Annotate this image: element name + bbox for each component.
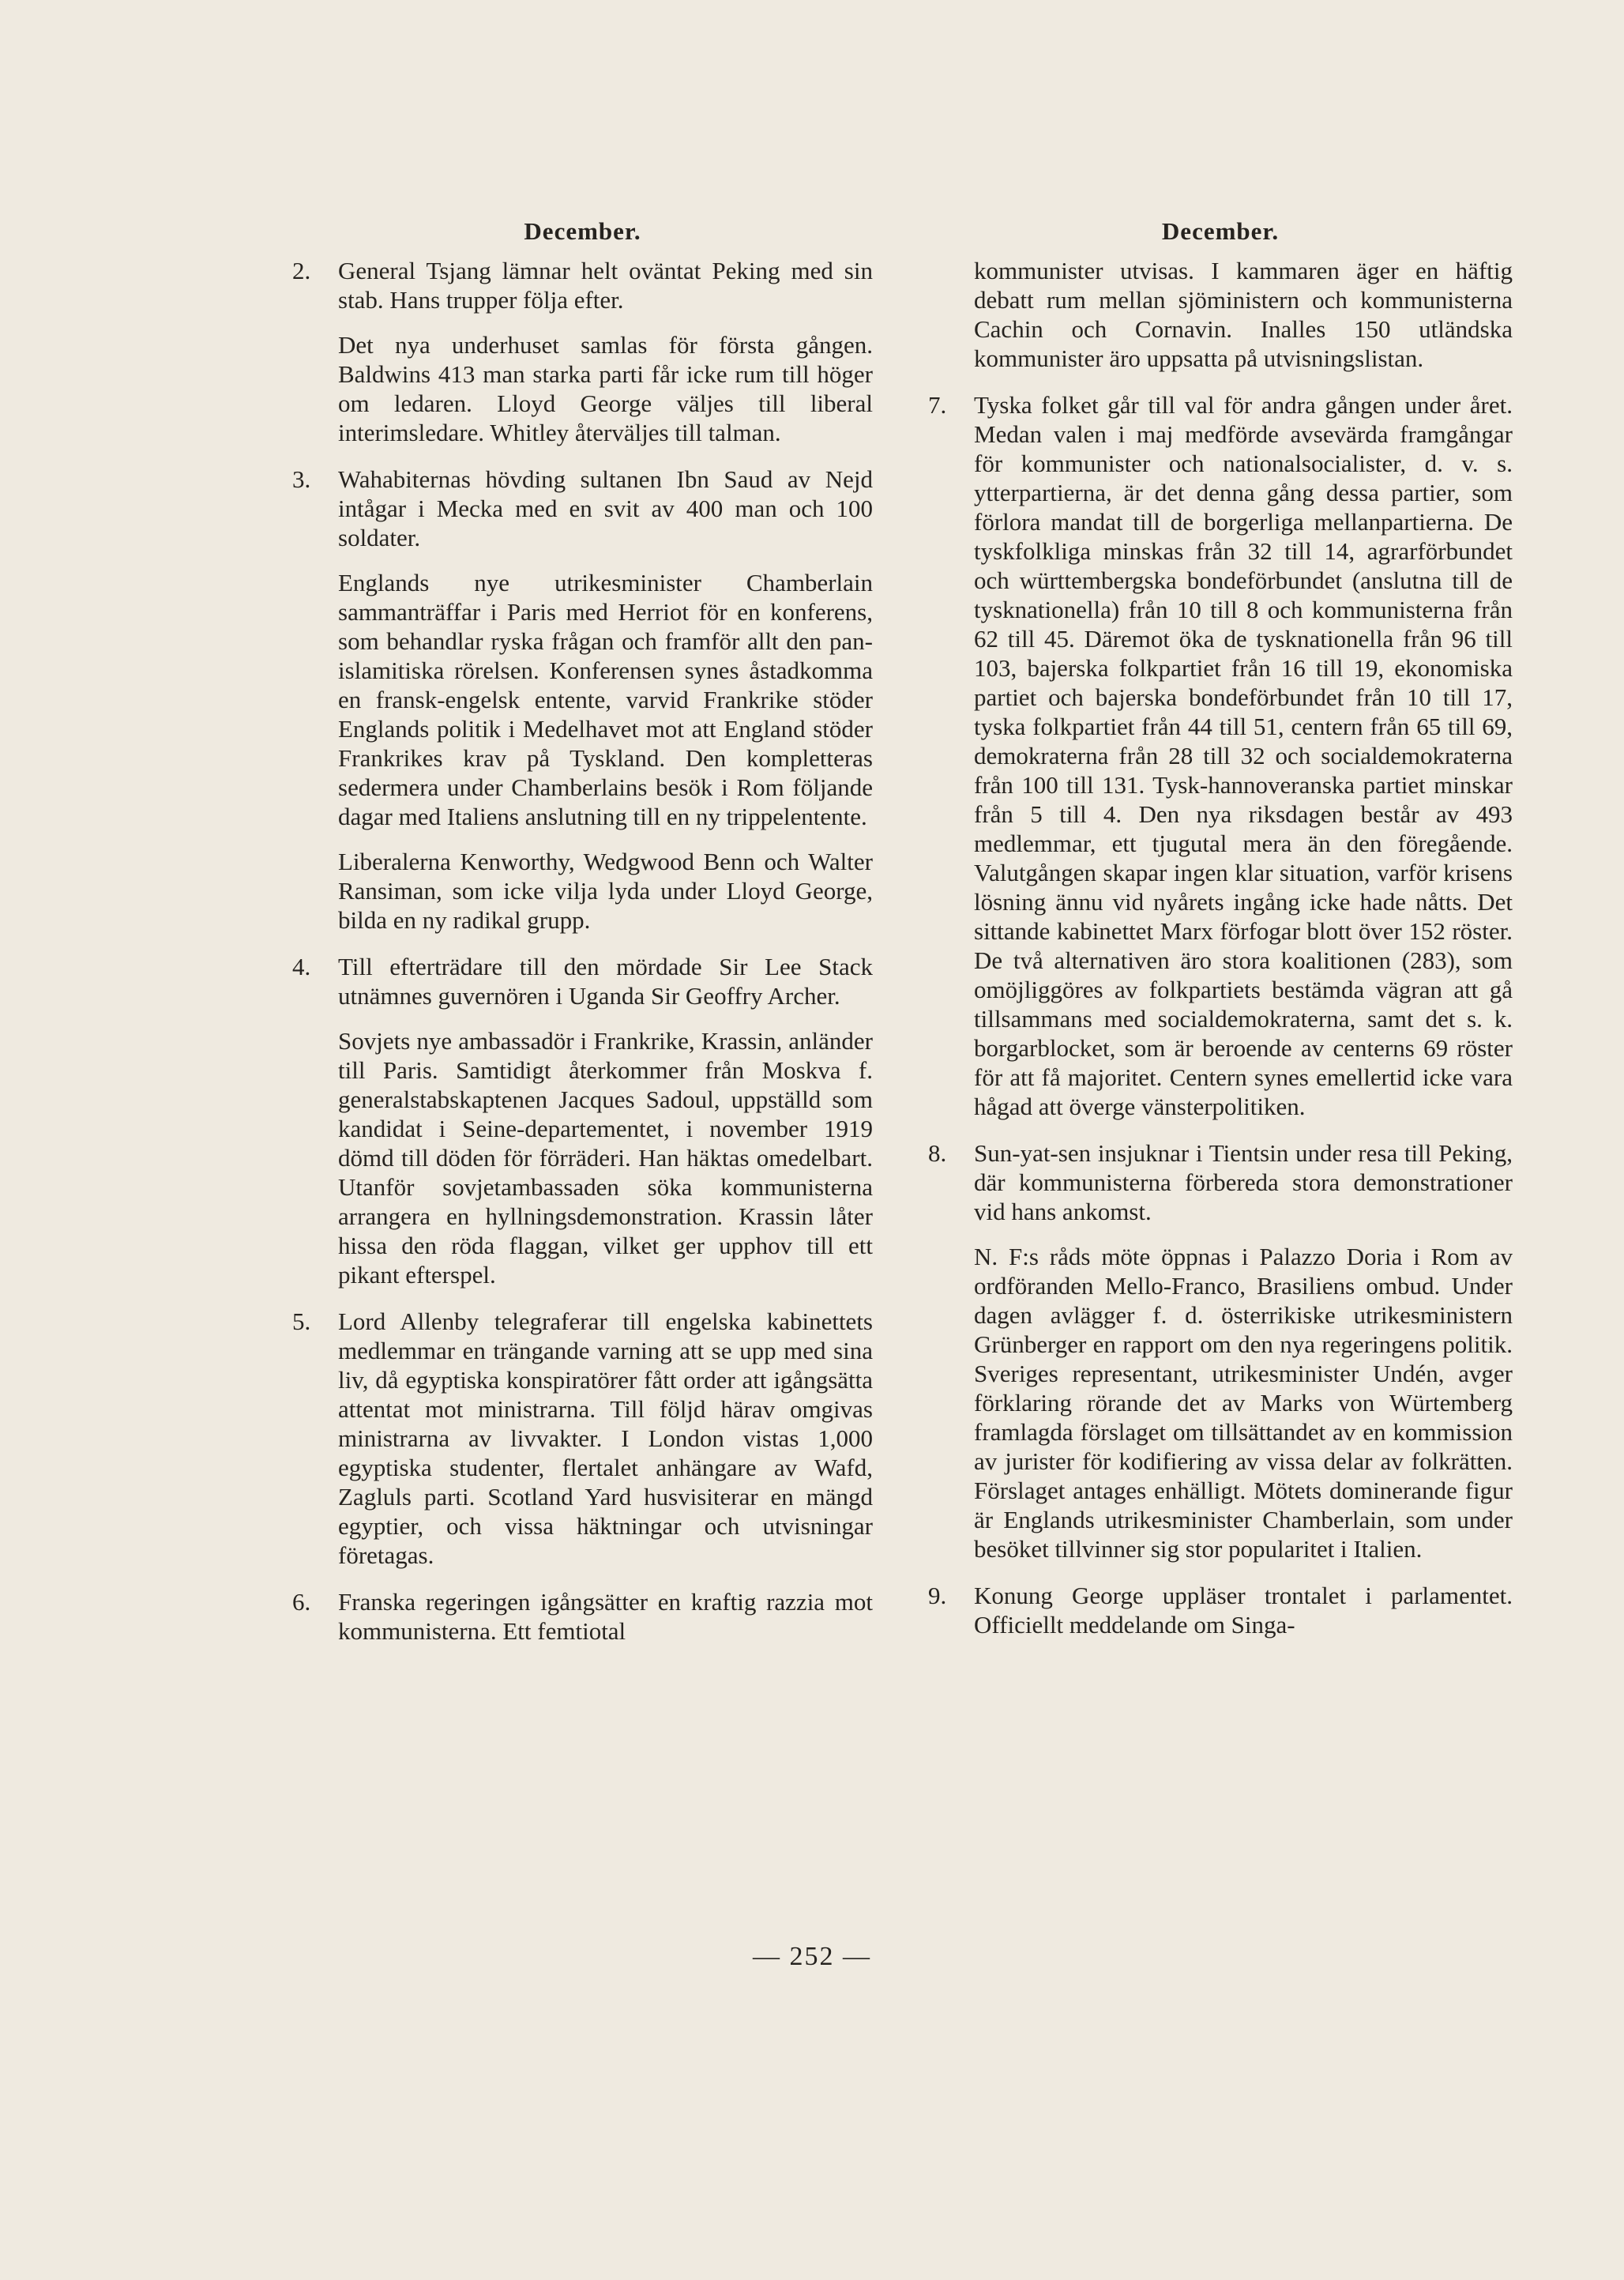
paragraph: Liberalerna Kenworthy, Wedgwood Benn och Walter Ransiman, som icke vilja lyda under Lloyd George, bilda en ny radikal grupp.: [338, 848, 873, 934]
paragraph: kommunister utvisas. I kammaren äger en häftig debatt rum mellan sjöministern och kommunisterna Cachin och Cornavin. Inalles 150 utländska kommunister äro uppsatta på utvisningslistan.: [974, 257, 1513, 372]
entry-number: 5.: [292, 1307, 311, 1335]
paragraph: Franska regeringen igångsätter en kraftig razzia mot kommunisterna. Ett femtiotal: [338, 1588, 873, 1645]
right-column-header: December.: [1161, 217, 1280, 245]
paragraph: Sun-yat-sen insjuknar i Tientsin under resa till Peking, där kommunisterna förbereda stora demonstrationer vid hans ankomst.: [974, 1139, 1513, 1225]
paragraph: Det nya underhuset samlas för första gången. Baldwins 413 man starka parti får icke rum till höger om ledaren. Lloyd George väljes till liberal interimsledare. Whitley återväljes till talman.: [338, 331, 873, 446]
paragraph: Tyska folket går till val för andra gången under året. Medan valen i maj medförde avsevärda framgångar för kommunister och nationalsocialister, d. v. s. ytterpartierna, är det denna gång dessa partier, som förlora mandat till de borgerliga mellanpartierna. De tyskfolkliga minskas från 32 till 14, agrarförbundet och württembergska bondeförbundet (anslutna till de tysknationella) från 10 till 8 och kommunisterna från 62 till 45. Däremot öka de tysknationella från 96 till 103, bajerska folkpartiet från 16 till 19, ekonomiska partiet och bajerska bondeförbundet från 10 till 17, tyska folkpartiet från 44 till 51, centern från 65 till 69, demokraterna från 28 till 32 och socialdemokraterna från 100 till 131. Tysk-hannoveranska partiet minskar från 5 till 4. Den nya riksdagen består av 493 medlemmar, ett tjugutal mera än den föregående. Valutgången skapar ingen klar situation, varför krisens lösning ännu vid nyårets ingång icke hade nåtts. Det sittande kabinettet Marx förfogar blott över 152 röster. De två alternativen äro stora koalitionen (283), som omöjliggöres av folkpartiets bestämda vägran att gå tillsammans med socialdemokraterna, samt det s. k. borgarblocket, som är beroende av centerns 69 röster för att få majoritet. Centern synes emellertid icke vara hågad att överge vänsterpolitiken.: [974, 391, 1513, 1120]
entry-number: 3.: [292, 465, 311, 493]
left-column: [292, 213, 873, 1663]
entry-number: 7.: [928, 391, 947, 419]
paragraph: Wahabiternas hövding sultanen Ibn Saud av Nejd intågar i Mecka med en svit av 400 man och 100 soldater.: [338, 465, 873, 551]
entry-6: [292, 1587, 873, 1646]
entry-9: [928, 1581, 1513, 1639]
entry-number: 9.: [928, 1582, 947, 1609]
paragraph: Konung George uppläser trontalet i parlamentet. Officiellt meddelande om Singa-: [974, 1582, 1513, 1639]
entry-7: [928, 390, 1513, 1121]
entry-number: 6.: [292, 1588, 311, 1616]
entry-3: [292, 465, 873, 935]
entry-4: [292, 952, 873, 1289]
entry-number: 2.: [292, 257, 311, 284]
left-column-header: December.: [524, 217, 641, 245]
entry-number: 8.: [928, 1139, 947, 1167]
paragraph: Till efterträdare till den mördade Sir Lee Stack utnämnes guvernören i Uganda Sir Geoffry Archer.: [338, 953, 873, 1010]
entry-6-continuation: [974, 256, 1513, 373]
right-column: [928, 213, 1513, 1657]
paragraph: General Tsjang lämnar helt oväntat Peking med sin stab. Hans trupper följa efter.: [338, 257, 873, 314]
entry-8: [928, 1138, 1513, 1563]
paragraph: N. F:s råds möte öppnas i Palazzo Doria i Rom av ordföranden Mello-Franco, Brasiliens ombud. Under dagen avlägger f. d. österrikiske utrikesministern Grünberger en rapport om den nya regeringens politik. Sveriges representant, utrikesminister Undén, avger förklaring rörande det av Marks von Würtemberg framlagda förslaget om tillsättandet av en kommission av jurister för kodifiering av vissa delar av folkrätten. Förslaget antages enhälligt. Mötets dominerande figur är Englands utrikesminister Chamberlain, som under besöket tillvinner sig stor popularitet i Italien.: [974, 1243, 1513, 1563]
entry-2: [292, 256, 873, 447]
paragraph: Englands nye utrikesminister Chamberlain sammanträffar i Paris med Herriot för en konferens, som behandlar ryska frågan och framför allt den pan-islamitiska rörelsen. Konferensen synes åstadkomma en fransk-engelsk entente, varvid Frankrike stöder Englands politik i Medelhavet mot att England stöder Frankrikes krav på Tyskland. Den kompletteras sedermera under Chamberlains besök i Rom följande dagar med Italiens anslutning till en ny trippelentente.: [338, 569, 873, 830]
paragraph: Lord Allenby telegraferar till engelska kabinettets medlemmar en trängande varning att se upp med sina liv, då egyptiska konspiratörer fått order att igångsätta attentat mot ministrarna. Till följd härav omgivas ministrarna av livvakter. I London vistas 1,000 egyptiska studenter, flertalet anhängare av Wafd, Zagluls parti. Scotland Yard husvisiterar en mängd egyptier, och vissa häktningar och utvisningar företagas.: [338, 1307, 873, 1569]
entry-number: 4.: [292, 953, 311, 980]
page-number: — 252 —: [753, 1942, 871, 1971]
entry-5: [292, 1307, 873, 1570]
paragraph: Sovjets nye ambassadör i Frankrike, Krassin, anländer till Paris. Samtidigt återkommer från Moskva f. generalstabskaptenen Jacques Sadoul, uppställd som kandidat i Seine-departementet, i november 1919 dömd till döden för förräderi. Han häktas omedelbart. Utanför sovjetambassaden söka kommunisterna arrangera en hyllningsdemonstration. Krassin låter hissa den röda flaggan, vilket ger upphov till ett pikant efterspel.: [338, 1027, 873, 1289]
